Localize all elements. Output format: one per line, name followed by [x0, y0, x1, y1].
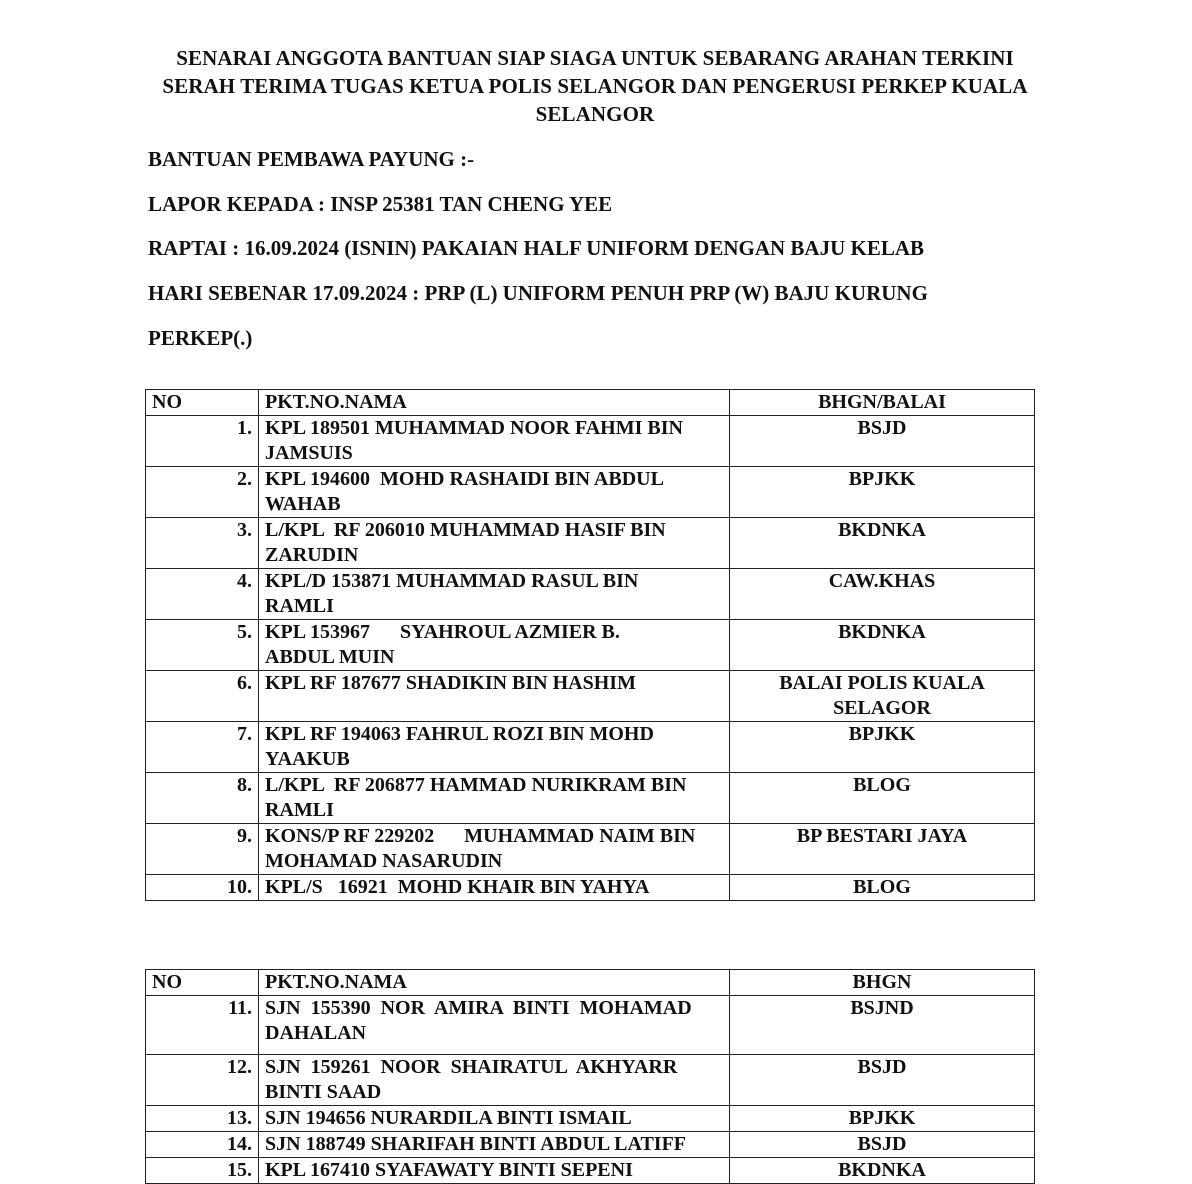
- member-name-text: L/KPL RF 206877 HAMMAD NURIKRAM BIN: [265, 774, 687, 796]
- member-name-text: ABDUL MUIN: [265, 646, 395, 668]
- header-unit: BHGN/BALAI: [730, 390, 1035, 416]
- table-header-row: [146, 970, 1035, 996]
- table-row: [146, 1158, 1035, 1184]
- row-number: [146, 1158, 259, 1184]
- row-number: [146, 671, 259, 722]
- table-row: [146, 875, 1035, 901]
- member-name: [259, 824, 730, 875]
- member-name-text: KPL 194600 MOHD RASHAIDI BIN ABDUL: [265, 468, 664, 490]
- member-unit: [730, 1106, 1035, 1132]
- member-name-text: BINTI SAAD: [265, 1081, 382, 1103]
- member-name-text: KPL/S 16921 MOHD KHAIR BIN YAHYA: [265, 876, 650, 898]
- member-name-text: SJN 188749 SHARIFAH BINTI ABDUL LATIFF: [265, 1133, 686, 1155]
- header-no: NO: [146, 970, 259, 996]
- member-name-text: DAHALAN: [265, 1022, 367, 1044]
- member-name-text: KPL RF 194063 FAHRUL ROZI BIN MOHD: [265, 723, 654, 745]
- row-number: [146, 722, 259, 773]
- row-number: [146, 875, 259, 901]
- member-name-text: KPL/D 153871 MUHAMMAD RASUL BIN: [265, 570, 639, 592]
- member-unit-text: SELAGOR: [833, 697, 931, 719]
- table-row: [146, 722, 1035, 773]
- table-row: [146, 773, 1035, 824]
- member-name-text: KONS/P RF 229202 MUHAMMAD NAIM BIN: [265, 825, 696, 847]
- header-name: PKT.NO.NAMA: [259, 390, 730, 416]
- row-number-text: 4.: [237, 570, 252, 592]
- member-name: [259, 671, 730, 722]
- member-name: [259, 1055, 730, 1106]
- member-unit: [730, 773, 1035, 824]
- row-number: [146, 996, 259, 1055]
- document-title: [120, 44, 1070, 128]
- member-name: [259, 875, 730, 901]
- table-header-row: [146, 390, 1035, 416]
- member-unit: [730, 467, 1035, 518]
- table-row: [146, 620, 1035, 671]
- row-number-text: 7.: [237, 723, 252, 745]
- member-name: [259, 1132, 730, 1158]
- table-row: [146, 1055, 1035, 1106]
- member-unit: [730, 620, 1035, 671]
- member-unit-text: BALAI POLIS KUALA: [779, 672, 985, 694]
- member-unit: [730, 875, 1035, 901]
- member-unit-text: BP BESTARI JAYA: [796, 825, 968, 847]
- row-number-text: 13.: [227, 1107, 252, 1129]
- member-name-text: SJN 155390 NOR AMIRA BINTI MOHAMAD: [265, 997, 692, 1019]
- member-name: [259, 620, 730, 671]
- member-name-text: KPL 167410 SYAFAWATY BINTI SEPENI: [265, 1159, 633, 1181]
- member-name: [259, 773, 730, 824]
- table-row: [146, 1106, 1035, 1132]
- row-number: [146, 467, 259, 518]
- member-name: [259, 569, 730, 620]
- perkep-note: PERKEP(.): [148, 326, 253, 350]
- row-number-text: 12.: [227, 1056, 252, 1078]
- lapor-kepada: LAPOR KEPADA : INSP 25381 TAN CHENG YEE: [148, 192, 613, 216]
- member-unit: [730, 1055, 1035, 1106]
- member-unit-text: BSJND: [850, 997, 914, 1019]
- member-unit: [730, 518, 1035, 569]
- table-row: [146, 1132, 1035, 1158]
- member-name: [259, 722, 730, 773]
- member-name: [259, 416, 730, 467]
- row-number-text: 8.: [237, 774, 252, 796]
- member-unit-text: BLOG: [853, 876, 911, 898]
- member-name-text: RAMLI: [265, 595, 334, 617]
- row-number: [146, 569, 259, 620]
- title-line-1: SENARAI ANGGOTA BANTUAN SIAP SIAGA UNTUK SEBARANG ARAHAN TERKINI: [176, 46, 1014, 70]
- member-unit: [730, 671, 1035, 722]
- row-number-text: 9.: [237, 825, 252, 847]
- header-name: PKT.NO.NAMA: [259, 970, 730, 996]
- member-name: [259, 1158, 730, 1184]
- member-unit: [730, 1158, 1035, 1184]
- row-number: [146, 620, 259, 671]
- member-name: [259, 1106, 730, 1132]
- table-row: [146, 824, 1035, 875]
- row-number: [146, 824, 259, 875]
- table-row: [146, 671, 1035, 722]
- member-unit-text: BSJD: [857, 1056, 907, 1078]
- member-unit: [730, 824, 1035, 875]
- member-unit-text: BKDNKA: [838, 621, 926, 643]
- member-unit-text: BLOG: [853, 774, 911, 796]
- member-unit: [730, 722, 1035, 773]
- bantuan-heading: BANTUAN PEMBAWA PAYUNG :-: [148, 147, 475, 171]
- member-name-text: WAHAB: [265, 493, 341, 515]
- member-name: [259, 518, 730, 569]
- member-unit-text: BPJKK: [848, 468, 916, 490]
- members-table-1: [145, 389, 1035, 901]
- member-name: [259, 467, 730, 518]
- member-unit-text: BSJD: [857, 1133, 907, 1155]
- member-unit-text: BPJKK: [848, 723, 916, 745]
- row-number-text: 2.: [237, 468, 252, 490]
- row-number-text: 6.: [237, 672, 252, 694]
- member-unit-text: BKDNKA: [838, 1159, 926, 1181]
- member-unit-text: BSJD: [857, 417, 907, 439]
- table-row: [146, 569, 1035, 620]
- member-unit-text: BPJKK: [848, 1107, 916, 1129]
- member-name: [259, 996, 730, 1055]
- member-name-text: KPL 189501 MUHAMMAD NOOR FAHMI BIN: [265, 417, 683, 439]
- header-no: NO: [146, 390, 259, 416]
- member-name-text: KPL 153967 SYAHROUL AZMIER B.: [265, 621, 620, 643]
- hari-sebenar-info: HARI SEBENAR 17.09.2024 : PRP (L) UNIFORM PENUH PRP (W) BAJU KURUNG: [148, 281, 928, 305]
- title-line-2: SERAH TERIMA TUGAS KETUA POLIS SELANGOR DAN PENGERUSI PERKEP KUALA: [162, 74, 1028, 98]
- member-name-text: L/KPL RF 206010 MUHAMMAD HASIF BIN: [265, 519, 666, 541]
- table-row: [146, 996, 1035, 1055]
- row-number: [146, 518, 259, 569]
- row-number-text: 15.: [227, 1159, 252, 1181]
- member-unit: [730, 569, 1035, 620]
- row-number-text: 10.: [227, 876, 252, 898]
- member-unit-text: CAW.KHAS: [828, 570, 936, 592]
- title-line-3: SELANGOR: [535, 102, 655, 126]
- member-name-text: RAMLI: [265, 799, 334, 821]
- member-name-text: SJN 159261 NOOR SHAIRATUL AKHYARR: [265, 1056, 678, 1078]
- row-number-text: 5.: [237, 621, 252, 643]
- member-unit-text: BKDNKA: [838, 519, 926, 541]
- row-number-text: 3.: [237, 519, 252, 541]
- row-number: [146, 1106, 259, 1132]
- row-number-text: 11.: [228, 997, 252, 1019]
- member-name-text: JAMSUIS: [265, 442, 353, 464]
- row-number-text: 14.: [227, 1133, 252, 1155]
- table-row: [146, 518, 1035, 569]
- row-number: [146, 773, 259, 824]
- member-unit: [730, 416, 1035, 467]
- table-row: [146, 416, 1035, 467]
- member-name-text: KPL RF 187677 SHADIKIN BIN HASHIM: [265, 672, 636, 694]
- member-name-text: YAAKUB: [265, 748, 350, 770]
- member-name-text: ZARUDIN: [265, 544, 359, 566]
- raptai-info: RAPTAI : 16.09.2024 (ISNIN) PAKAIAN HALF UNIFORM DENGAN BAJU KELAB: [148, 236, 925, 260]
- row-number-text: 1.: [237, 417, 252, 439]
- table-row: [146, 467, 1035, 518]
- member-unit: [730, 1132, 1035, 1158]
- members-table-2: [145, 969, 1035, 1184]
- row-number: [146, 416, 259, 467]
- header-unit: BHGN: [730, 970, 1035, 996]
- row-number: [146, 1132, 259, 1158]
- row-number: [146, 1055, 259, 1106]
- member-name-text: MOHAMAD NASARUDIN: [265, 850, 503, 872]
- member-name-text: SJN 194656 NURARDILA BINTI ISMAIL: [265, 1107, 632, 1129]
- member-unit: [730, 996, 1035, 1055]
